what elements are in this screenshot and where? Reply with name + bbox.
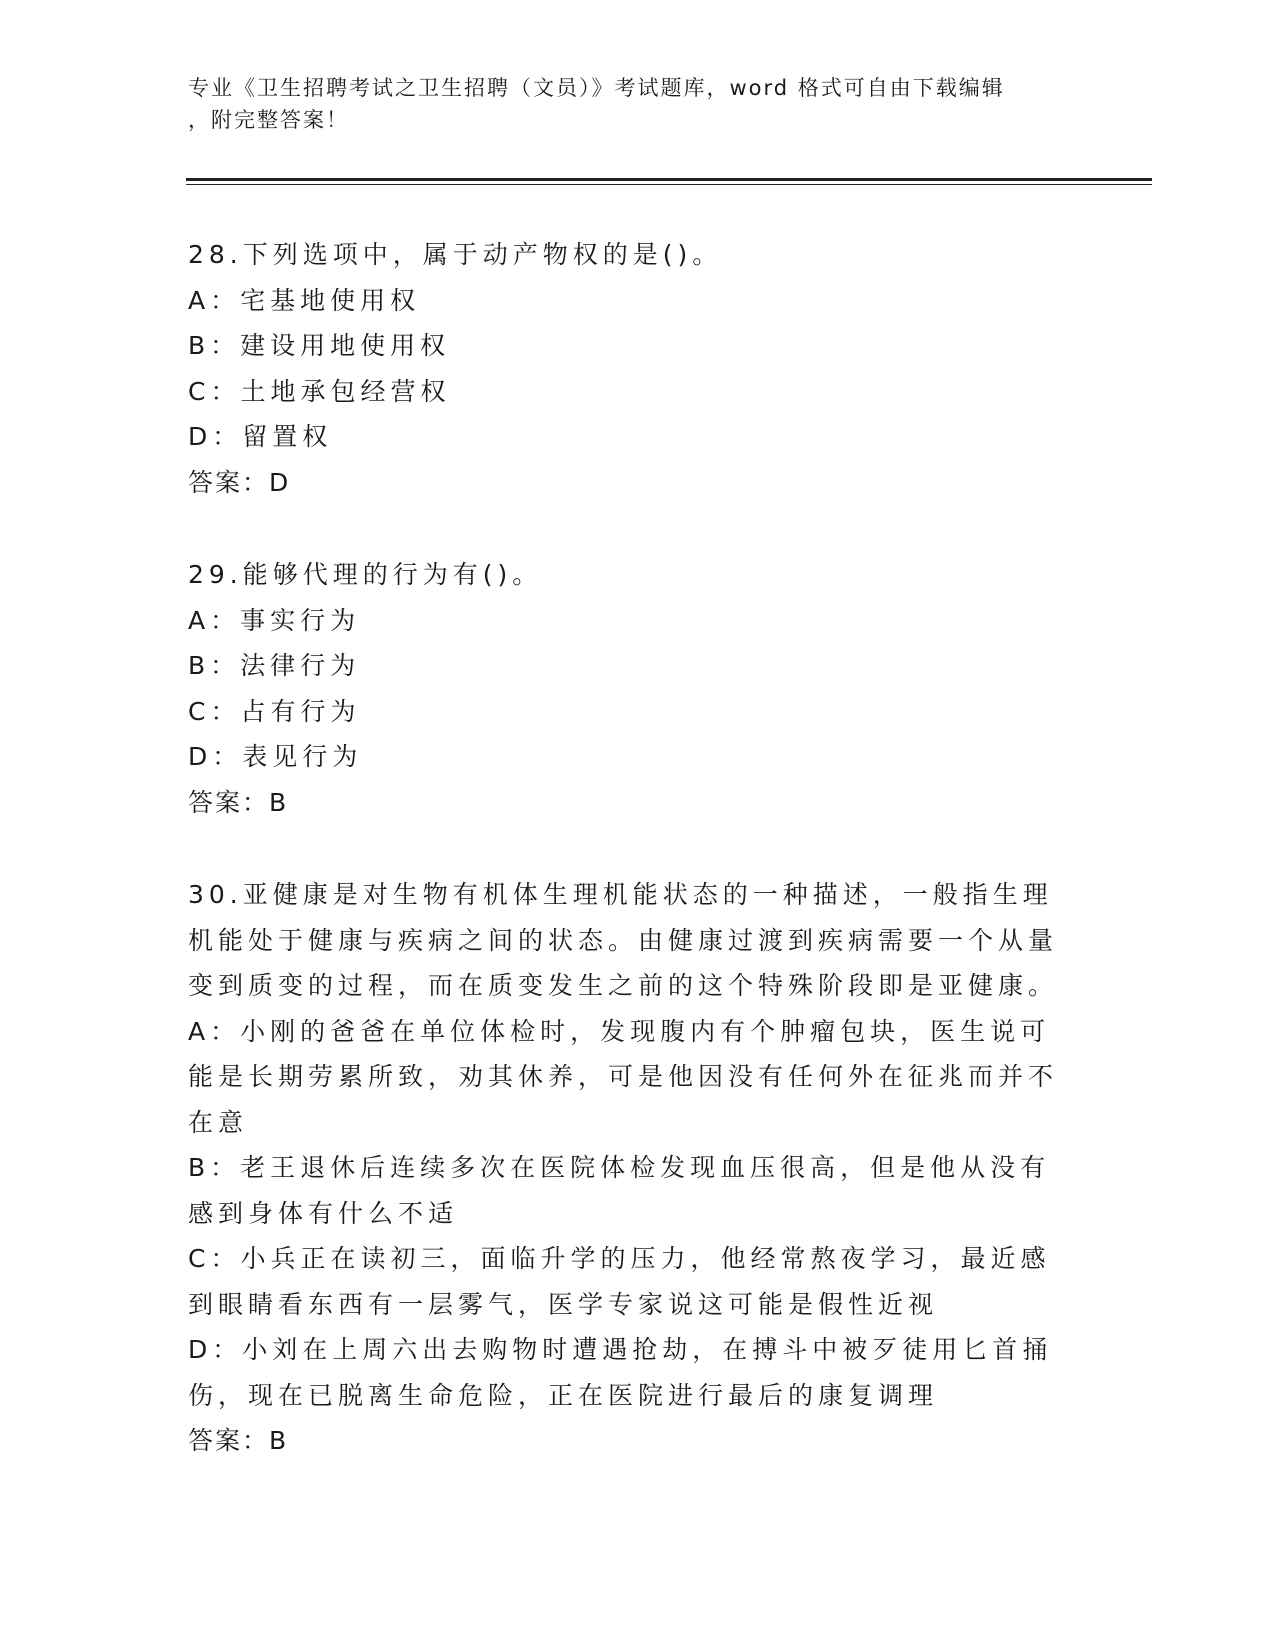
answer-line: 答案：B — [188, 1426, 289, 1455]
option-a: A：事实行为 — [188, 605, 361, 635]
document-header — [188, 72, 1068, 136]
option-c: C：小兵正在读初三，面临升学的压力，他经常熬夜学习，最近感到眼睛看东西有一层雾气，医学专家说这可能是假性近视 — [188, 1244, 1051, 1319]
header-line-2: ，附完整答案！ — [188, 108, 349, 132]
header-divider-thin — [186, 184, 1152, 185]
option-b: B：建设用地使用权 — [188, 331, 451, 360]
answer-line: 答案：D — [188, 467, 291, 497]
question-stem: 28.下列选项中，属于动产物权的是()。 — [188, 240, 723, 269]
header-line-1: 专业《卫生招聘考试之卫生招聘（文员）》考试题库，word 格式可自由下载编辑 — [188, 76, 1005, 100]
option-d: D：表见行为 — [188, 742, 363, 771]
question-28 — [188, 232, 1088, 505]
question-stem: 30.亚健康是对生物有机体生理机能状态的一种描述，一般指生理机能处于健康与疾病之间的状态。由健康过渡到疾病需要一个从量变到质变的过程，而在质变发生之前的这个特殊阶段即是亚健康。 — [188, 880, 1059, 1000]
header-divider-thick — [186, 178, 1152, 181]
question-30 — [188, 872, 1088, 1464]
option-b: B：法律行为 — [188, 651, 361, 680]
answer-line: 答案：B — [188, 787, 289, 817]
option-a: A：宅基地使用权 — [188, 285, 421, 315]
question-29 — [188, 552, 1088, 825]
option-c: C：占有行为 — [188, 696, 361, 726]
option-b: B：老王退休后连续多次在医院体检发现血压很高，但是他从没有感到身体有什么不适 — [188, 1153, 1051, 1228]
question-stem: 29.能够代理的行为有()。 — [188, 560, 543, 589]
option-d: D：小刘在上周六出去购物时遭遇抢劫，在搏斗中被歹徒用匕首捅伤，现在已脱离生命危险，正在医院进行最后的康复调理 — [188, 1335, 1053, 1410]
option-c: C：土地承包经营权 — [188, 376, 451, 406]
option-d: D：留置权 — [188, 422, 333, 451]
option-a: A：小刚的爸爸在单位体检时，发现腹内有个肿瘤包块，医生说可能是长期劳累所致，劝其休养，可是他因没有任何外在征兆而并不在意 — [188, 1016, 1059, 1137]
